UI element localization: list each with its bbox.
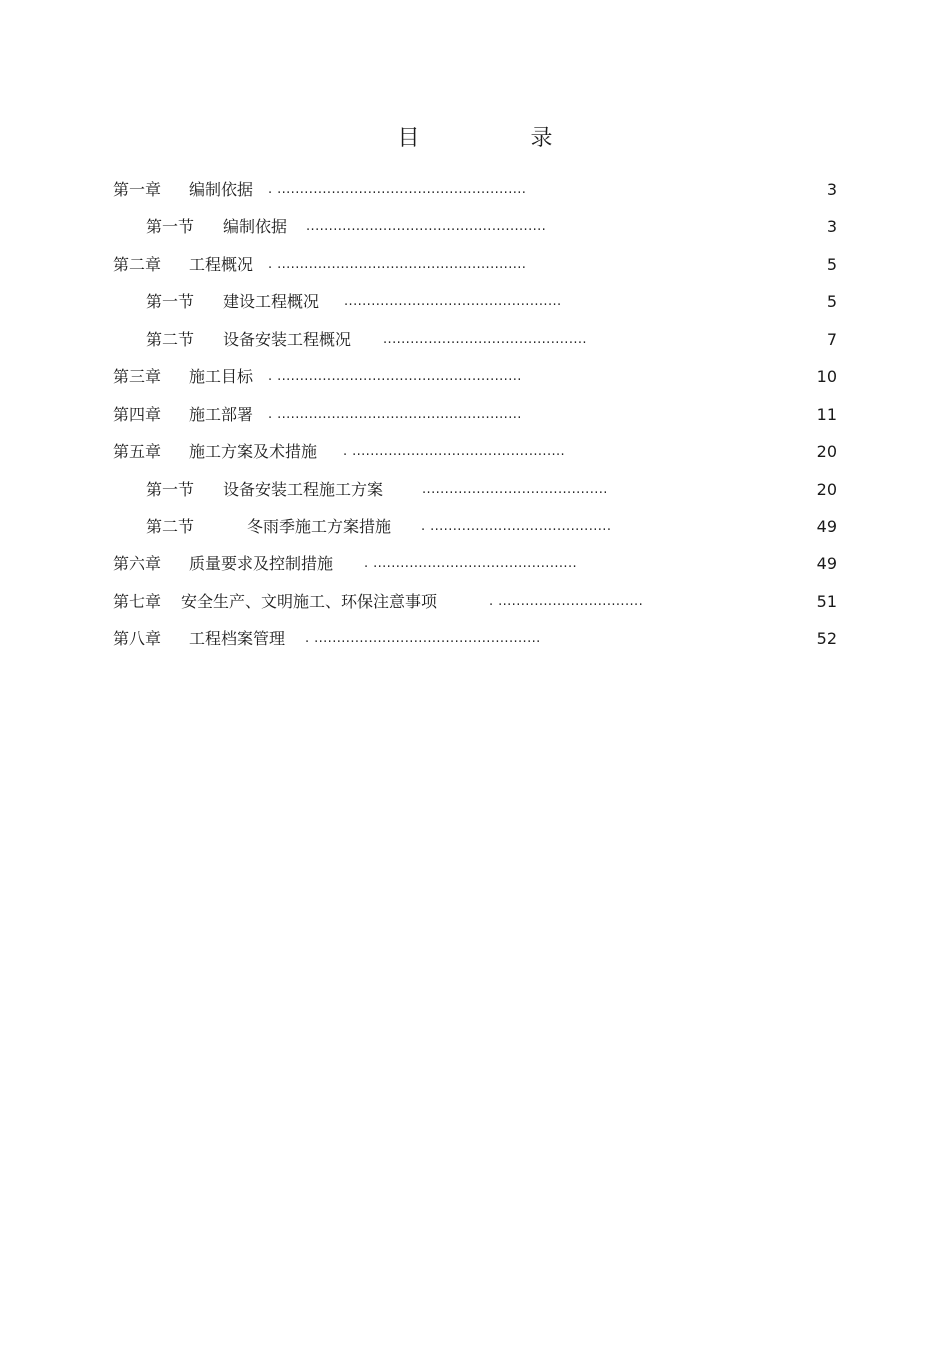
toc-dot-leader: . .................................................. [305, 631, 541, 646]
toc-dot-leader: ............................................. [383, 332, 587, 347]
toc-entry-title: 编制依据 [223, 217, 288, 236]
toc-entry-title: 施工方案及术措施 [189, 442, 318, 461]
toc-entry-number: 第五章 [113, 442, 162, 461]
toc-entry-chapter[interactable] [113, 627, 713, 651]
toc-entry-number: 第七章 [113, 592, 162, 611]
toc-entry-section[interactable] [146, 328, 746, 352]
toc-entry-section[interactable] [146, 215, 746, 239]
toc-entry-title: 冬雨季施工方案措施 [247, 517, 392, 536]
toc-entry-title: 建设工程概况 [223, 292, 320, 311]
toc-entry-title: 安全生产、文明施工、环保注意事项 [181, 592, 438, 611]
toc-dot-leader: . ............................................... [343, 444, 566, 459]
toc-page-number: 3 [826, 180, 837, 199]
toc-entry-title: 设备安装工程概况 [223, 330, 352, 349]
toc-dot-leader: . ....................................................... [268, 257, 527, 272]
toc-entry-number: 第一节 [146, 217, 195, 236]
toc-page-number: 20 [816, 442, 837, 461]
toc-entry-number: 第二章 [113, 255, 162, 274]
toc-dot-leader: ......................................... [422, 482, 608, 497]
toc-dot-leader: ................................................ [344, 294, 562, 309]
toc-page-number: 52 [816, 629, 837, 648]
toc-page-number: 49 [816, 517, 837, 536]
toc-entry-number: 第一节 [146, 292, 195, 311]
toc-title: 目 录 [397, 126, 605, 151]
toc-entry-title: 工程档案管理 [189, 629, 286, 648]
toc-entry-number: 第三章 [113, 367, 162, 386]
toc-entry-section[interactable] [146, 290, 746, 314]
toc-entry-chapter[interactable] [113, 253, 713, 277]
toc-page-number: 5 [826, 255, 837, 274]
toc-page-number: 3 [826, 217, 837, 236]
toc-page-number: 49 [816, 554, 837, 573]
toc-dot-leader: ..................................................... [306, 219, 547, 234]
toc-entry-number: 第二节 [146, 517, 195, 536]
toc-entry-chapter[interactable] [113, 365, 713, 389]
toc-entry-chapter[interactable] [113, 590, 713, 614]
toc-dot-leader: . ............................................. [364, 556, 578, 571]
toc-entry-section[interactable] [146, 515, 746, 539]
toc-page-number: 51 [816, 592, 837, 611]
toc-entry-section[interactable] [146, 478, 746, 502]
toc-dot-leader: . ...................................................... [268, 407, 522, 422]
toc-entry-title: 施工部署 [189, 405, 254, 424]
toc-dot-leader: . ........................................ [421, 519, 612, 534]
toc-entry-title: 编制依据 [189, 180, 254, 199]
toc-page-number: 11 [816, 405, 837, 424]
toc-page-number: 10 [816, 367, 837, 386]
toc-dot-leader: . ...................................................... [268, 369, 522, 384]
toc-page-number: 20 [816, 480, 837, 499]
toc-page-number: 5 [826, 292, 837, 311]
toc-entry-title: 施工目标 [189, 367, 254, 386]
toc-dot-leader: . ................................ [489, 594, 644, 609]
toc-entry-chapter[interactable] [113, 403, 713, 427]
toc-dot-leader: . ....................................................... [268, 182, 527, 197]
toc-entry-number: 第一章 [113, 180, 162, 199]
toc-entry-number: 第二节 [146, 330, 195, 349]
toc-entry-title: 工程概况 [189, 255, 254, 274]
toc-page-number: 7 [826, 330, 837, 349]
toc-entry-number: 第六章 [113, 554, 162, 573]
toc-entry-chapter[interactable] [113, 178, 713, 202]
toc-entry-chapter[interactable] [113, 440, 713, 464]
toc-entry-number: 第八章 [113, 629, 162, 648]
toc-entry-number: 第四章 [113, 405, 162, 424]
toc-entry-title: 设备安装工程施工方案 [223, 480, 384, 499]
toc-entry-number: 第一节 [146, 480, 195, 499]
toc-entry-chapter[interactable] [113, 552, 713, 576]
toc-entry-title: 质量要求及控制措施 [189, 554, 334, 573]
